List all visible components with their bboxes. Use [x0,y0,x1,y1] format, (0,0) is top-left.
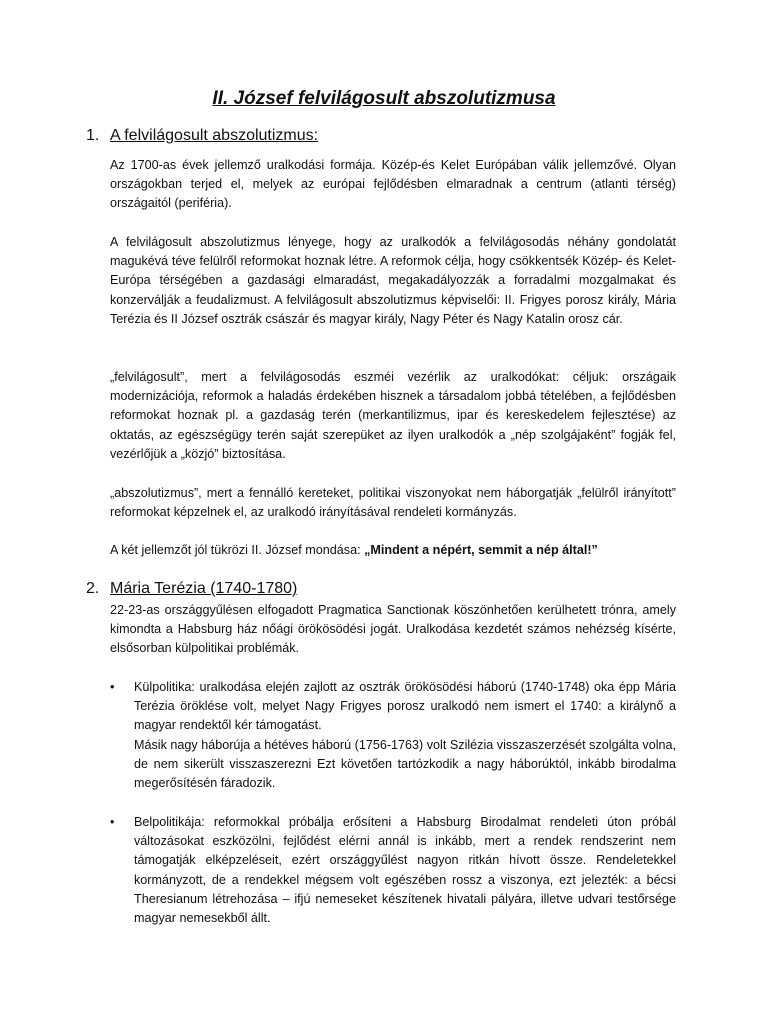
bullet-body [134,813,676,928]
bullet-body [134,678,676,793]
section-2-heading [86,578,297,600]
section-1-paragraph-4: „abszolutizmus”, mert a fennálló kereteket, politikai viszonyokat nem háborgatják „felülről irányított” reformokat képzelnek el, az uralkodó irányításával rendeleti kormányzás. [110,486,676,520]
section-2-intro: 22-23-as országgyűlésen elfogadott Pragmatica Sanctionak köszönhetően kerülhetett trónra, amely kimondta a Habsburg ház nőági örökösödési jogát. Uralkodása kezdetét számos nehézség kísérte, elsősorban külpolitikai problémák. [110,603,676,656]
bullet-paragraph: Külpolitika: uralkodása elején zajlott az osztrák örökösödési háború (1740-1748) oka épp Mária Terézia öröklése volt, melyet Nagy Frigyes porosz uralkodó nem ismert el 1740: a királynő a magyar rendektől kér támogatást. [134,680,676,733]
section-1-paragraph-3: „felvilágosult”, mert a felvilágosodás eszméi vezérlik az uralkodókat: céljuk: országaik modernizációja, reformok a haladás érdekében hisznek a társadalom jobbá tételében, a fejlődésben reformokat hoznak pl. a gazdaság terén (merkantilizmus, ipar és kereskedelem fejlesztése) az oktatás, az egészségügy terén saját szerepüket az ilyen uralkodók a „nép szolgájaként” fogják fel, vezérlőjük a „közjó” biztosítása. [110,370,676,461]
section-1-number: 1. [86,127,100,144]
bullet-paragraph: Másik nagy háborúja a hétéves háború (1756-1763) volt Szilézia visszaszerzését szolgálta volna, de nem sikerült visszaszerezni Ezt követően tartózkodik a nagy háborúktól, inkább birodalma megerősítésén fáradozik. [134,737,676,791]
quote-text: „Mindent a népért, semmit a nép által!” [364,543,598,557]
document-title: II. József felvilágosult abszolutizmusa [212,88,556,109]
section-2-title: Mária Terézia (1740-1780) [110,580,298,597]
section-1-quote-line [110,541,676,560]
section-2-number: 2. [86,580,100,597]
bullet-marker: • [110,815,115,829]
quote-intro: A két jellemzőt jól tükrözi II. József mondása: [110,543,365,557]
bullet-paragraph: Belpolitikája: reformokkal próbálja erősíteni a Habsburg Birodalmat rendeleti úton próbál változásokat eszközölni, fejlődést elérni annál is inkább, mert a rendek rendszerint nem támogatják elképzeléseit, ezért országgyűlést nagyon ritkán hívott össze. Rendeletekkel kormányzott, de a rendekkel mégsem volt egészében rossz a viszonya, ezt jelezték: a bécsi Theresianum létrehozása – ifjú nemeseket készítenek hivatali pályára, illetve udvari testőrsége magyar nemesekből állt. [134,815,676,926]
section-1-paragraph-2: A felvilágosult abszolutizmus lényege, hogy az uralkodók a felvilágosodás néhány gondolatát magukévá téve felülről reformokat hoznak létre. A reformok célja, hogy csökkentsék Közép- és Kelet-Európa térségében a gazdasági elmaradást, megakadályozzák a forradalmi mozgalmakat és konzerválják a feudalizmust. A felvilágosult abszolutizmus képviselői: II. Frigyes porosz király, Mária Terézia és II József osztrák császár és magyar király, Nagy Péter és Nagy Katalin orosz cár. [110,235,676,326]
section-1-heading [86,125,318,147]
section-1-title: A felvilágosult abszolutizmus: [110,127,319,144]
section-1-paragraph-1: Az 1700-as évek jellemző uralkodási formája. Közép-és Kelet Európában válik jellemzővé. Olyan országokban terjed el, melyek az európai fejlődésben elmaradnak a centrum (atlanti térség) országaitól (periféria). [110,158,676,211]
bullet-marker: • [110,680,115,694]
